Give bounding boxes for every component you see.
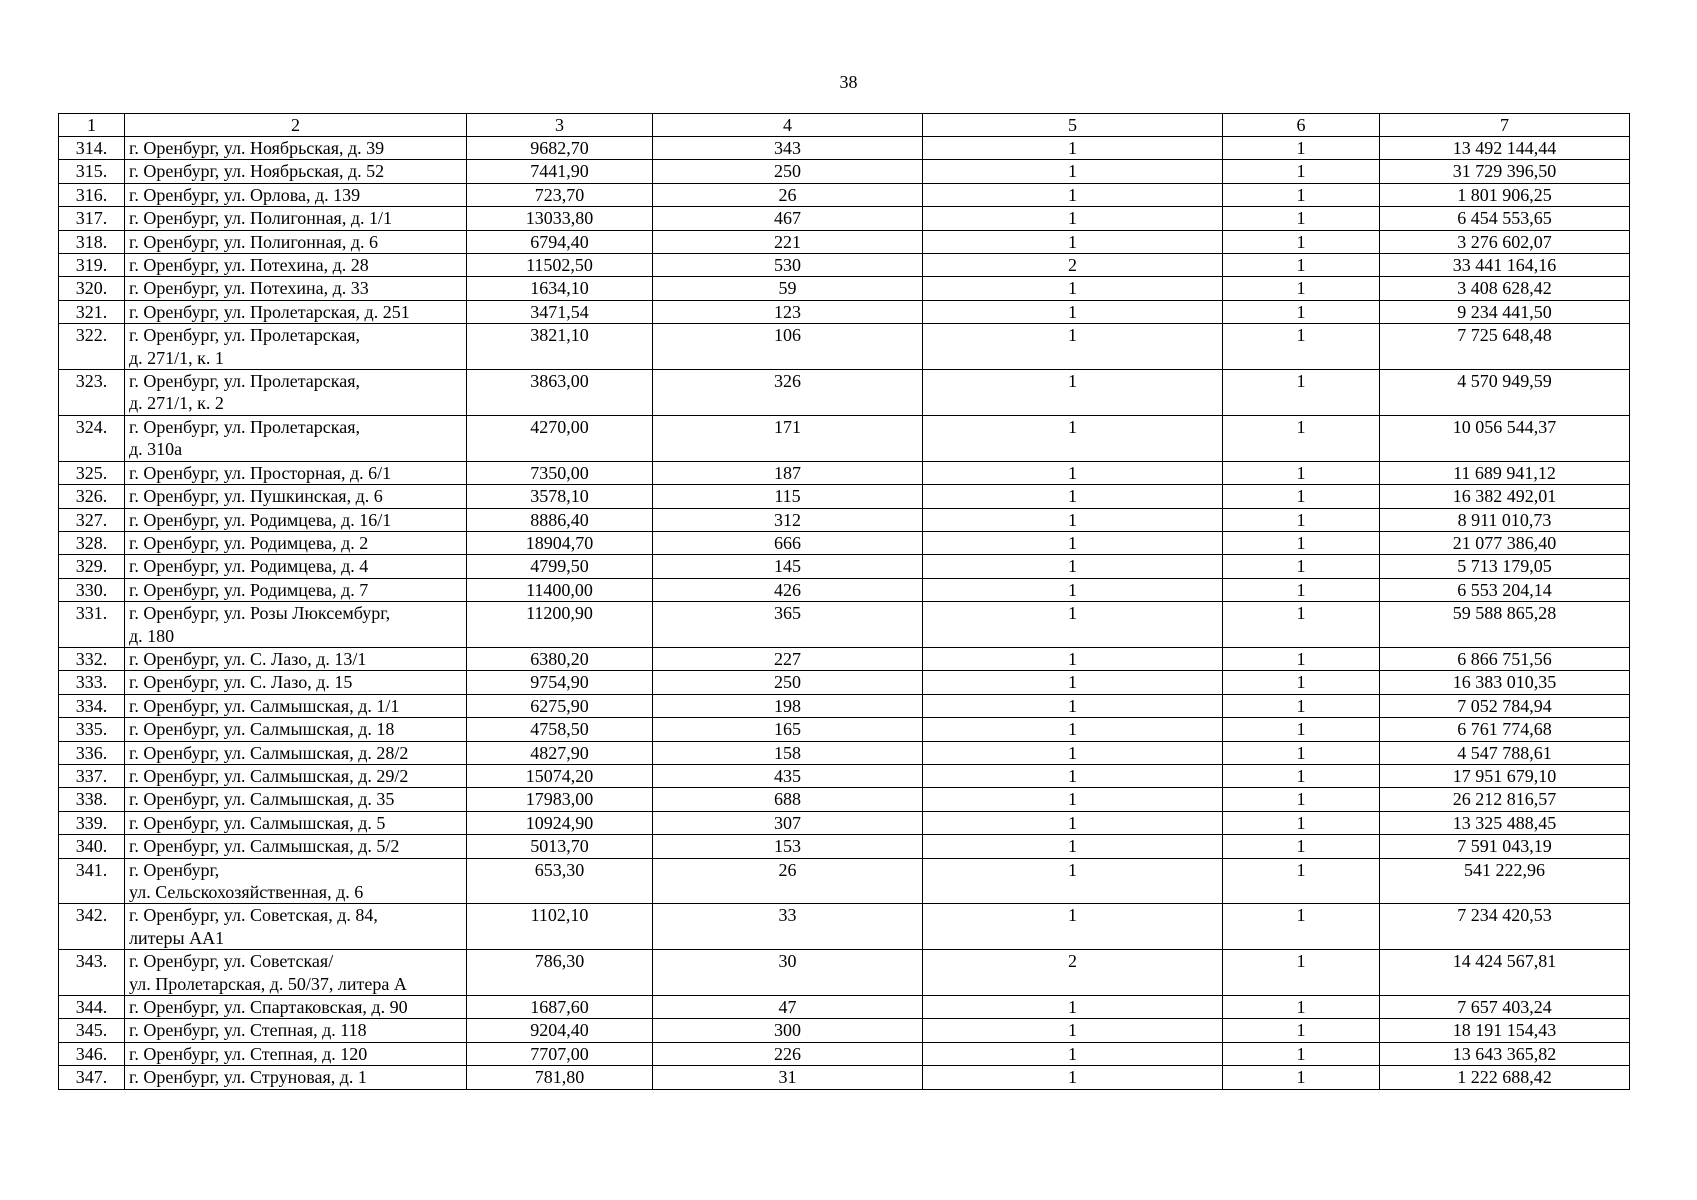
- page-number: 38: [839, 72, 858, 92]
- row-number-cell: 344.: [59, 996, 125, 1019]
- amount-cell: 4 547 788,61: [1380, 741, 1630, 764]
- area-cell: 4270,00: [467, 415, 653, 461]
- col-4-value-cell: 312: [653, 508, 923, 531]
- col-4-value-cell: 666: [653, 531, 923, 554]
- area-cell: 7707,00: [467, 1042, 653, 1065]
- area-cell: 15074,20: [467, 764, 653, 787]
- col-5-value-cell: 1: [923, 811, 1223, 834]
- col-6-value-cell: 1: [1223, 1042, 1380, 1065]
- amount-cell: 541 222,96: [1380, 858, 1630, 904]
- table-header: [59, 114, 1630, 137]
- area-cell: 13033,80: [467, 207, 653, 230]
- col-6-value-cell: 1: [1223, 1066, 1380, 1089]
- row-number-cell: 321.: [59, 300, 125, 323]
- col-5-value-cell: 1: [923, 788, 1223, 811]
- address-cell: г. Оренбург, ул. Родимцева, д. 2: [125, 531, 467, 554]
- amount-cell: 16 382 492,01: [1380, 485, 1630, 508]
- address-cell: г. Оренбург, ул. Пролетарская, д. 271/1, к. 2: [125, 370, 467, 416]
- col-6-value-cell: 1: [1223, 694, 1380, 717]
- amount-cell: 16 383 010,35: [1380, 671, 1630, 694]
- col-5-value-cell: 1: [923, 996, 1223, 1019]
- col-6-value-cell: 1: [1223, 764, 1380, 787]
- col-5-value-cell: 2: [923, 254, 1223, 277]
- col-6-value-cell: 1: [1223, 230, 1380, 253]
- amount-cell: 10 056 544,37: [1380, 415, 1630, 461]
- col-5-value-cell: 1: [923, 1042, 1223, 1065]
- col-4-value-cell: 26: [653, 183, 923, 206]
- address-cell: г. Оренбург, ул. Салмышская, д. 28/2: [125, 741, 467, 764]
- col-4-value-cell: 153: [653, 835, 923, 858]
- row-number-cell: 323.: [59, 370, 125, 416]
- table-row: [59, 671, 1630, 694]
- address-cell: г. Оренбург, ул. Орлова, д. 139: [125, 183, 467, 206]
- area-cell: 6275,90: [467, 694, 653, 717]
- amount-cell: 18 191 154,43: [1380, 1019, 1630, 1042]
- row-number-cell: 320.: [59, 277, 125, 300]
- table-row: [59, 370, 1630, 416]
- col-4-value-cell: 227: [653, 647, 923, 670]
- col-5-value-cell: 1: [923, 858, 1223, 904]
- col-6-value-cell: 1: [1223, 277, 1380, 300]
- row-number-cell: 316.: [59, 183, 125, 206]
- area-cell: 5013,70: [467, 835, 653, 858]
- col-4-value-cell: 158: [653, 741, 923, 764]
- amount-cell: 6 761 774,68: [1380, 718, 1630, 741]
- area-cell: 18904,70: [467, 531, 653, 554]
- table-row: [59, 811, 1630, 834]
- row-number-cell: 332.: [59, 647, 125, 670]
- col-6-value-cell: 1: [1223, 718, 1380, 741]
- address-cell: г. Оренбург, ул. Степная, д. 118: [125, 1019, 467, 1042]
- amount-cell: 3 276 602,07: [1380, 230, 1630, 253]
- table-row: [59, 461, 1630, 484]
- address-cell: г. Оренбург, ул. Салмышская, д. 18: [125, 718, 467, 741]
- col-4-value-cell: 115: [653, 485, 923, 508]
- column-header-7: 7: [1380, 114, 1630, 137]
- table-row: [59, 207, 1630, 230]
- amount-cell: 6 866 751,56: [1380, 647, 1630, 670]
- col-6-value-cell: 1: [1223, 647, 1380, 670]
- col-5-value-cell: 1: [923, 461, 1223, 484]
- address-cell: г. Оренбург, ул. Родимцева, д. 16/1: [125, 508, 467, 531]
- area-cell: 6380,20: [467, 647, 653, 670]
- amount-cell: 26 212 816,57: [1380, 788, 1630, 811]
- col-5-value-cell: 1: [923, 207, 1223, 230]
- amount-cell: 13 325 488,45: [1380, 811, 1630, 834]
- column-header-1: 1: [59, 114, 125, 137]
- col-6-value-cell: 1: [1223, 207, 1380, 230]
- amount-cell: 33 441 164,16: [1380, 254, 1630, 277]
- registry-table: [58, 113, 1630, 1090]
- table-row: [59, 858, 1630, 904]
- col-5-value-cell: 1: [923, 1019, 1223, 1042]
- table-row: [59, 996, 1630, 1019]
- area-cell: 11400,00: [467, 578, 653, 601]
- col-4-value-cell: 343: [653, 137, 923, 160]
- row-number-cell: 335.: [59, 718, 125, 741]
- col-5-value-cell: 1: [923, 370, 1223, 416]
- table-row: [59, 835, 1630, 858]
- address-cell: г. Оренбург, ул. Потехина, д. 28: [125, 254, 467, 277]
- table-row: [59, 1066, 1630, 1089]
- table-row: [59, 764, 1630, 787]
- col-4-value-cell: 123: [653, 300, 923, 323]
- amount-cell: 31 729 396,50: [1380, 160, 1630, 183]
- table-row: [59, 485, 1630, 508]
- col-6-value-cell: 1: [1223, 671, 1380, 694]
- col-5-value-cell: 1: [923, 508, 1223, 531]
- area-cell: 7441,90: [467, 160, 653, 183]
- col-4-value-cell: 300: [653, 1019, 923, 1042]
- row-number-cell: 330.: [59, 578, 125, 601]
- address-cell: г. Оренбург, ул. Советская, д. 84, литеры АА1: [125, 904, 467, 950]
- amount-cell: 14 424 567,81: [1380, 950, 1630, 996]
- area-cell: 1687,60: [467, 996, 653, 1019]
- address-cell: г. Оренбург, ул. Пушкинская, д. 6: [125, 485, 467, 508]
- col-4-value-cell: 31: [653, 1066, 923, 1089]
- row-number-cell: 347.: [59, 1066, 125, 1089]
- table-row: [59, 555, 1630, 578]
- row-number-cell: 319.: [59, 254, 125, 277]
- col-4-value-cell: 426: [653, 578, 923, 601]
- col-5-value-cell: 1: [923, 324, 1223, 370]
- address-cell: г. Оренбург, ул. Спартаковская, д. 90: [125, 996, 467, 1019]
- table-row: [59, 277, 1630, 300]
- table-row: [59, 160, 1630, 183]
- address-cell: г. Оренбург, ул. Пролетарская, д. 271/1, к. 1: [125, 324, 467, 370]
- amount-cell: 6 454 553,65: [1380, 207, 1630, 230]
- col-4-value-cell: 47: [653, 996, 923, 1019]
- row-number-cell: 346.: [59, 1042, 125, 1065]
- col-4-value-cell: 59: [653, 277, 923, 300]
- amount-cell: 7 052 784,94: [1380, 694, 1630, 717]
- address-cell: г. Оренбург, ул. Сельскохозяйственная, д. 6: [125, 858, 467, 904]
- col-5-value-cell: 1: [923, 277, 1223, 300]
- col-6-value-cell: 1: [1223, 858, 1380, 904]
- col-6-value-cell: 1: [1223, 950, 1380, 996]
- table-row: [59, 904, 1630, 950]
- col-5-value-cell: 1: [923, 671, 1223, 694]
- col-5-value-cell: 1: [923, 904, 1223, 950]
- area-cell: 9682,70: [467, 137, 653, 160]
- area-cell: 723,70: [467, 183, 653, 206]
- area-cell: 3863,00: [467, 370, 653, 416]
- amount-cell: 11 689 941,12: [1380, 461, 1630, 484]
- col-6-value-cell: 1: [1223, 254, 1380, 277]
- column-header-5: 5: [923, 114, 1223, 137]
- address-cell: г. Оренбург, ул. Ноябрьская, д. 52: [125, 160, 467, 183]
- area-cell: 7350,00: [467, 461, 653, 484]
- col-5-value-cell: 1: [923, 137, 1223, 160]
- col-4-value-cell: 198: [653, 694, 923, 717]
- amount-cell: 4 570 949,59: [1380, 370, 1630, 416]
- row-number-cell: 318.: [59, 230, 125, 253]
- col-4-value-cell: 165: [653, 718, 923, 741]
- col-4-value-cell: 26: [653, 858, 923, 904]
- amount-cell: 13 492 144,44: [1380, 137, 1630, 160]
- column-header-4: 4: [653, 114, 923, 137]
- col-5-value-cell: 1: [923, 485, 1223, 508]
- table-row: [59, 578, 1630, 601]
- area-cell: 11502,50: [467, 254, 653, 277]
- row-number-cell: 342.: [59, 904, 125, 950]
- row-number-cell: 333.: [59, 671, 125, 694]
- col-5-value-cell: 1: [923, 578, 1223, 601]
- col-4-value-cell: 187: [653, 461, 923, 484]
- row-number-cell: 337.: [59, 764, 125, 787]
- col-4-value-cell: 33: [653, 904, 923, 950]
- col-5-value-cell: 1: [923, 602, 1223, 648]
- table-body: [59, 137, 1630, 1090]
- address-cell: г. Оренбург, ул. С. Лазо, д. 15: [125, 671, 467, 694]
- col-4-value-cell: 171: [653, 415, 923, 461]
- address-cell: г. Оренбург, ул. Салмышская, д. 1/1: [125, 694, 467, 717]
- table-row: [59, 602, 1630, 648]
- table-row: [59, 415, 1630, 461]
- col-6-value-cell: 1: [1223, 904, 1380, 950]
- area-cell: 781,80: [467, 1066, 653, 1089]
- area-cell: 653,30: [467, 858, 653, 904]
- col-4-value-cell: 250: [653, 160, 923, 183]
- table-row: [59, 647, 1630, 670]
- col-6-value-cell: 1: [1223, 485, 1380, 508]
- address-cell: г. Оренбург, ул. Степная, д. 120: [125, 1042, 467, 1065]
- col-6-value-cell: 1: [1223, 324, 1380, 370]
- col-6-value-cell: 1: [1223, 183, 1380, 206]
- address-cell: г. Оренбург, ул. Салмышская, д. 5/2: [125, 835, 467, 858]
- amount-cell: 1 222 688,42: [1380, 1066, 1630, 1089]
- amount-cell: 6 553 204,14: [1380, 578, 1630, 601]
- col-6-value-cell: 1: [1223, 415, 1380, 461]
- table-row: [59, 137, 1630, 160]
- col-5-value-cell: 1: [923, 1066, 1223, 1089]
- col-6-value-cell: 1: [1223, 811, 1380, 834]
- row-number-cell: 328.: [59, 531, 125, 554]
- col-5-value-cell: 1: [923, 694, 1223, 717]
- amount-cell: 3 408 628,42: [1380, 277, 1630, 300]
- address-cell: г. Оренбург, ул. Просторная, д. 6/1: [125, 461, 467, 484]
- col-6-value-cell: 1: [1223, 578, 1380, 601]
- row-number-cell: 334.: [59, 694, 125, 717]
- col-4-value-cell: 688: [653, 788, 923, 811]
- row-number-cell: 325.: [59, 461, 125, 484]
- address-cell: г. Оренбург, ул. Розы Люксембург, д. 180: [125, 602, 467, 648]
- area-cell: 3578,10: [467, 485, 653, 508]
- amount-cell: 21 077 386,40: [1380, 531, 1630, 554]
- row-number-cell: 314.: [59, 137, 125, 160]
- amount-cell: 7 725 648,48: [1380, 324, 1630, 370]
- row-number-cell: 336.: [59, 741, 125, 764]
- amount-cell: 7 591 043,19: [1380, 835, 1630, 858]
- amount-cell: 7 657 403,24: [1380, 996, 1630, 1019]
- table-row: [59, 694, 1630, 717]
- row-number-cell: 326.: [59, 485, 125, 508]
- area-cell: 786,30: [467, 950, 653, 996]
- column-header-2: 2: [125, 114, 467, 137]
- row-number-cell: 315.: [59, 160, 125, 183]
- address-cell: г. Оренбург, ул. Салмышская, д. 35: [125, 788, 467, 811]
- col-4-value-cell: 307: [653, 811, 923, 834]
- col-6-value-cell: 1: [1223, 531, 1380, 554]
- col-6-value-cell: 1: [1223, 508, 1380, 531]
- col-4-value-cell: 530: [653, 254, 923, 277]
- address-cell: г. Оренбург, ул. Струновая, д. 1: [125, 1066, 467, 1089]
- table-row: [59, 508, 1630, 531]
- amount-cell: 7 234 420,53: [1380, 904, 1630, 950]
- table-row: [59, 531, 1630, 554]
- col-4-value-cell: 326: [653, 370, 923, 416]
- address-cell: г. Оренбург, ул. Салмышская, д. 29/2: [125, 764, 467, 787]
- col-5-value-cell: 1: [923, 160, 1223, 183]
- col-4-value-cell: 365: [653, 602, 923, 648]
- amount-cell: 59 588 865,28: [1380, 602, 1630, 648]
- row-number-cell: 317.: [59, 207, 125, 230]
- area-cell: 3471,54: [467, 300, 653, 323]
- area-cell: 9754,90: [467, 671, 653, 694]
- row-number-cell: 341.: [59, 858, 125, 904]
- col-5-value-cell: 1: [923, 764, 1223, 787]
- row-number-cell: 329.: [59, 555, 125, 578]
- col-6-value-cell: 1: [1223, 788, 1380, 811]
- column-header-3: 3: [467, 114, 653, 137]
- col-6-value-cell: 1: [1223, 137, 1380, 160]
- row-number-cell: 338.: [59, 788, 125, 811]
- address-cell: г. Оренбург, ул. Родимцева, д. 7: [125, 578, 467, 601]
- area-cell: 8886,40: [467, 508, 653, 531]
- area-cell: 4799,50: [467, 555, 653, 578]
- amount-cell: 1 801 906,25: [1380, 183, 1630, 206]
- area-cell: 4758,50: [467, 718, 653, 741]
- address-cell: г. Оренбург, ул. Потехина, д. 33: [125, 277, 467, 300]
- area-cell: 9204,40: [467, 1019, 653, 1042]
- col-6-value-cell: 1: [1223, 741, 1380, 764]
- amount-cell: 5 713 179,05: [1380, 555, 1630, 578]
- table-row: [59, 1019, 1630, 1042]
- row-number-cell: 322.: [59, 324, 125, 370]
- address-cell: г. Оренбург, ул. Родимцева, д. 4: [125, 555, 467, 578]
- table-row: [59, 1042, 1630, 1065]
- address-cell: г. Оренбург, ул. Советская/ ул. Пролетарская, д. 50/37, литера А: [125, 950, 467, 996]
- col-5-value-cell: 1: [923, 835, 1223, 858]
- address-cell: г. Оренбург, ул. Пролетарская, д. 251: [125, 300, 467, 323]
- col-4-value-cell: 145: [653, 555, 923, 578]
- area-cell: 17983,00: [467, 788, 653, 811]
- address-cell: г. Оренбург, ул. С. Лазо, д. 13/1: [125, 647, 467, 670]
- table-row: [59, 230, 1630, 253]
- col-6-value-cell: 1: [1223, 461, 1380, 484]
- col-4-value-cell: 226: [653, 1042, 923, 1065]
- area-cell: 4827,90: [467, 741, 653, 764]
- header-row: [59, 114, 1630, 137]
- column-header-6: 6: [1223, 114, 1380, 137]
- area-cell: 1102,10: [467, 904, 653, 950]
- col-5-value-cell: 1: [923, 415, 1223, 461]
- col-5-value-cell: 1: [923, 230, 1223, 253]
- col-4-value-cell: 435: [653, 764, 923, 787]
- col-5-value-cell: 2: [923, 950, 1223, 996]
- col-6-value-cell: 1: [1223, 370, 1380, 416]
- table-row: [59, 324, 1630, 370]
- col-6-value-cell: 1: [1223, 300, 1380, 323]
- col-4-value-cell: 250: [653, 671, 923, 694]
- col-6-value-cell: 1: [1223, 996, 1380, 1019]
- amount-cell: 13 643 365,82: [1380, 1042, 1630, 1065]
- address-cell: г. Оренбург, ул. Полигонная, д. 1/1: [125, 207, 467, 230]
- amount-cell: 9 234 441,50: [1380, 300, 1630, 323]
- table-row: [59, 718, 1630, 741]
- table-row: [59, 254, 1630, 277]
- amount-cell: 8 911 010,73: [1380, 508, 1630, 531]
- row-number-cell: 340.: [59, 835, 125, 858]
- col-6-value-cell: 1: [1223, 1019, 1380, 1042]
- col-5-value-cell: 1: [923, 555, 1223, 578]
- col-5-value-cell: 1: [923, 531, 1223, 554]
- area-cell: 6794,40: [467, 230, 653, 253]
- row-number-cell: 343.: [59, 950, 125, 996]
- col-4-value-cell: 467: [653, 207, 923, 230]
- col-4-value-cell: 221: [653, 230, 923, 253]
- col-5-value-cell: 1: [923, 647, 1223, 670]
- table-row: [59, 741, 1630, 764]
- col-6-value-cell: 1: [1223, 602, 1380, 648]
- col-4-value-cell: 30: [653, 950, 923, 996]
- col-5-value-cell: 1: [923, 183, 1223, 206]
- address-cell: г. Оренбург, ул. Салмышская, д. 5: [125, 811, 467, 834]
- amount-cell: 17 951 679,10: [1380, 764, 1630, 787]
- col-6-value-cell: 1: [1223, 835, 1380, 858]
- row-number-cell: 324.: [59, 415, 125, 461]
- address-cell: г. Оренбург, ул. Пролетарская, д. 310а: [125, 415, 467, 461]
- col-5-value-cell: 1: [923, 741, 1223, 764]
- row-number-cell: 339.: [59, 811, 125, 834]
- area-cell: 10924,90: [467, 811, 653, 834]
- table-row: [59, 300, 1630, 323]
- address-cell: г. Оренбург, ул. Ноябрьская, д. 39: [125, 137, 467, 160]
- row-number-cell: 331.: [59, 602, 125, 648]
- table-row: [59, 183, 1630, 206]
- row-number-cell: 327.: [59, 508, 125, 531]
- area-cell: 11200,90: [467, 602, 653, 648]
- col-4-value-cell: 106: [653, 324, 923, 370]
- area-cell: 3821,10: [467, 324, 653, 370]
- table-row: [59, 788, 1630, 811]
- col-5-value-cell: 1: [923, 718, 1223, 741]
- address-cell: г. Оренбург, ул. Полигонная, д. 6: [125, 230, 467, 253]
- row-number-cell: 345.: [59, 1019, 125, 1042]
- col-6-value-cell: 1: [1223, 555, 1380, 578]
- col-6-value-cell: 1: [1223, 160, 1380, 183]
- area-cell: 1634,10: [467, 277, 653, 300]
- col-5-value-cell: 1: [923, 300, 1223, 323]
- table-row: [59, 950, 1630, 996]
